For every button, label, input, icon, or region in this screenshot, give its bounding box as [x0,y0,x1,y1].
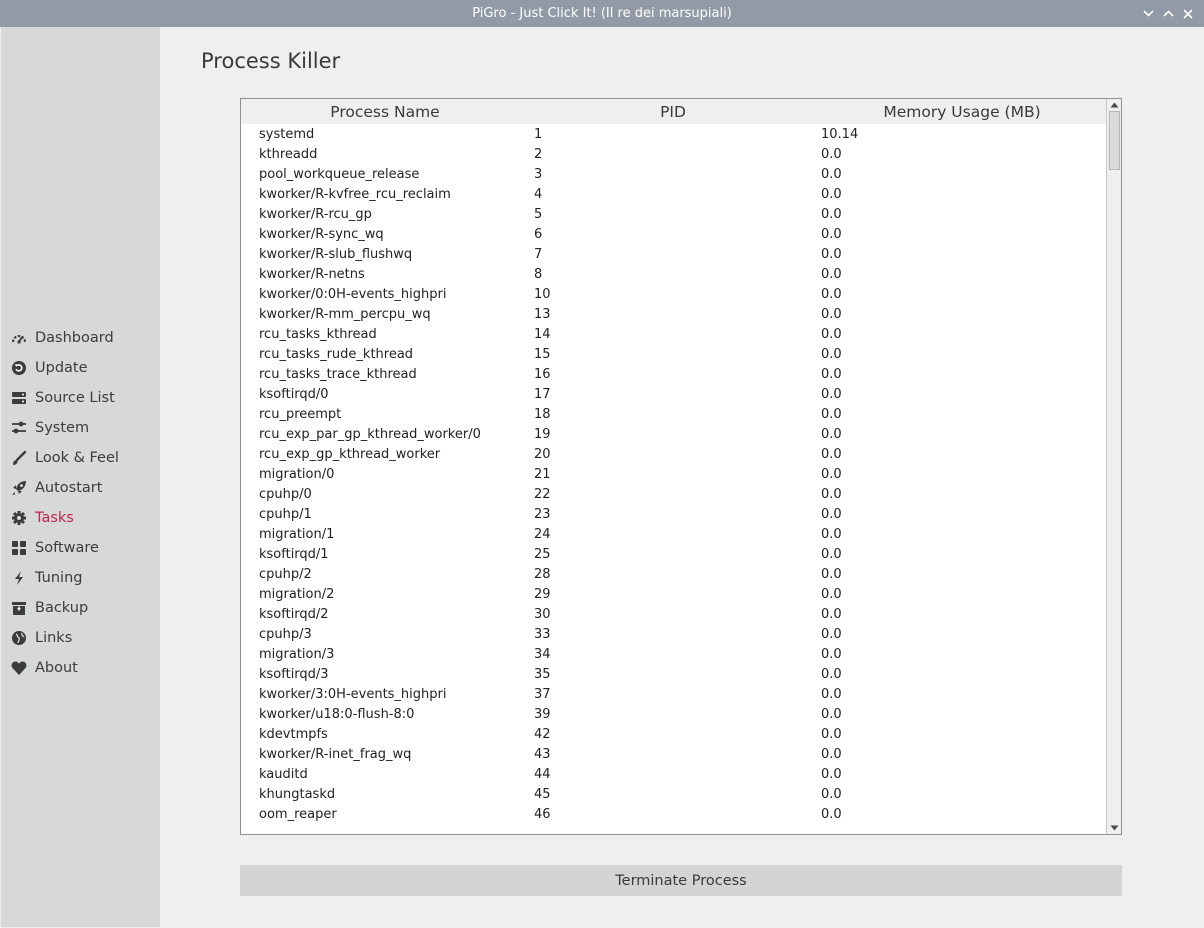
memory-cell: 0.0 [821,226,842,242]
table-row[interactable] [241,124,1107,144]
page-title: Process Killer [201,49,341,73]
sidebar [1,27,160,927]
pid-cell: 43 [534,746,551,762]
sidebar-item-about[interactable] [1,653,160,683]
table-row[interactable] [241,224,1107,244]
pid-cell: 2 [534,146,543,162]
sidebar-item-label: Update [35,360,88,376]
pid-cell: 17 [534,386,551,402]
memory-cell: 0.0 [821,186,842,202]
process-name-cell: kworker/R-mm_percpu_wq [259,306,431,322]
archive-icon [11,600,27,616]
pid-cell: 4 [534,186,543,202]
memory-cell: 0.0 [821,526,842,542]
scrollbar-thumb[interactable] [1109,111,1120,170]
pid-cell: 22 [534,486,551,502]
table-row[interactable] [241,424,1107,444]
pid-cell: 19 [534,426,551,442]
table-row[interactable] [241,784,1107,804]
process-name-cell: rcu_tasks_trace_kthread [259,366,417,382]
sidebar-nav [1,323,160,683]
sidebar-item-backup[interactable] [1,593,160,623]
sidebar-item-label: Tuning [35,570,83,586]
pid-cell: 42 [534,726,551,742]
pid-cell: 29 [534,586,551,602]
table-row[interactable] [241,144,1107,164]
memory-cell: 0.0 [821,686,842,702]
memory-cell: 0.0 [821,426,842,442]
process-table[interactable] [240,98,1122,835]
pid-cell: 45 [534,786,551,802]
process-name-cell: migration/2 [259,586,335,602]
pid-cell: 1 [534,126,543,142]
memory-cell: 0.0 [821,466,842,482]
process-name-cell: systemd [259,126,315,142]
table-row[interactable] [241,384,1107,404]
column-header-memory[interactable]: Memory Usage (MB) [883,102,1041,121]
table-row[interactable] [241,164,1107,184]
table-row[interactable] [241,464,1107,484]
table-row[interactable] [241,804,1107,824]
table-row[interactable] [241,764,1107,784]
memory-cell: 0.0 [821,326,842,342]
table-header [241,99,1107,124]
minimize-icon[interactable] [1142,8,1154,20]
process-name-cell: kdevtmpfs [259,726,328,742]
window-controls [1142,0,1194,27]
process-name-cell: ksoftirqd/1 [259,546,329,562]
process-name-cell: cpuhp/1 [259,506,312,522]
pid-cell: 5 [534,206,543,222]
process-name-cell: rcu_exp_gp_kthread_worker [259,446,441,462]
process-name-cell: pool_workqueue_release [259,166,420,182]
scroll-down-icon[interactable] [1109,823,1120,833]
rocket-icon [11,480,27,496]
table-row[interactable] [241,484,1107,504]
sidebar-item-label: Dashboard [35,330,114,346]
table-row[interactable] [241,524,1107,544]
pid-cell: 21 [534,466,551,482]
process-name-cell: migration/3 [259,646,335,662]
sidebar-item-source-list[interactable] [1,383,160,413]
sidebar-item-label: Look & Feel [35,450,119,466]
process-name-cell: kworker/R-kvfree_rcu_reclaim [259,186,451,202]
memory-cell: 0.0 [821,366,842,382]
table-row[interactable] [241,304,1107,324]
sidebar-item-label: Autostart [35,480,103,496]
sliders-icon [11,420,27,436]
memory-cell: 0.0 [821,746,842,762]
table-row[interactable] [241,444,1107,464]
pid-cell: 6 [534,226,543,242]
process-name-cell: kthreadd [259,146,318,162]
process-name-cell: kworker/R-rcu_gp [259,206,372,222]
pid-cell: 7 [534,246,543,262]
memory-cell: 0.0 [821,706,842,722]
pid-cell: 34 [534,646,551,662]
sidebar-item-look-feel[interactable] [1,443,160,473]
process-name-cell: kworker/R-inet_frag_wq [259,746,412,762]
gear-icon [11,510,27,526]
table-row[interactable] [241,184,1107,204]
column-header-pid[interactable]: PID [660,102,686,121]
process-name-cell: rcu_tasks_kthread [259,326,377,342]
memory-cell: 0.0 [821,346,842,362]
brush-icon [11,450,27,466]
process-name-cell: oom_reaper [259,806,337,822]
memory-cell: 0.0 [821,266,842,282]
memory-cell: 0.0 [821,666,842,682]
table-row[interactable] [241,644,1107,664]
table-row[interactable] [241,344,1107,364]
dashboard-icon [11,330,27,346]
table-row[interactable] [241,664,1107,684]
table-row[interactable] [241,264,1107,284]
terminate-process-button[interactable]: Terminate Process [240,865,1122,896]
sidebar-item-update[interactable] [1,353,160,383]
table-row[interactable] [241,404,1107,424]
memory-cell: 0.0 [821,806,842,822]
window-title: PiGro - Just Click It! (Il re dei marsupiali) [472,6,732,21]
memory-cell: 0.0 [821,606,842,622]
pid-cell: 8 [534,266,543,282]
pid-cell: 18 [534,406,551,422]
sidebar-item-label: System [35,420,90,436]
process-name-cell: cpuhp/3 [259,626,312,642]
memory-cell: 0.0 [821,286,842,302]
heart-icon [11,660,27,676]
table-row[interactable] [241,704,1107,724]
table-row[interactable] [241,364,1107,384]
memory-cell: 0.0 [821,306,842,322]
globe-icon [11,630,27,646]
memory-cell: 10.14 [821,126,859,142]
vertical-scrollbar[interactable] [1106,99,1121,834]
pid-cell: 44 [534,766,551,782]
memory-cell: 0.0 [821,446,842,462]
process-name-cell: kworker/0:0H-events_highpri [259,286,447,302]
sidebar-item-label: Backup [35,600,89,616]
table-row[interactable] [241,604,1107,624]
table-row[interactable] [241,624,1107,644]
bolt-icon [11,570,27,586]
process-name-cell: kworker/R-sync_wq [259,226,384,242]
memory-cell: 0.0 [821,486,842,502]
memory-cell: 0.0 [821,166,842,182]
table-row[interactable] [241,724,1107,744]
memory-cell: 0.0 [821,786,842,802]
process-name-cell: ksoftirqd/2 [259,606,329,622]
process-name-cell: kworker/R-slub_flushwq [259,246,413,262]
sidebar-item-label: Source List [35,390,115,406]
table-row[interactable] [241,204,1107,224]
memory-cell: 0.0 [821,206,842,222]
pid-cell: 39 [534,706,551,722]
memory-cell: 0.0 [821,146,842,162]
memory-cell: 0.0 [821,406,842,422]
process-name-cell: kworker/R-netns [259,266,365,282]
apps-icon [11,540,27,556]
process-name-cell: khungtaskd [259,786,336,802]
table-body [241,124,1107,824]
sidebar-item-software[interactable] [1,533,160,563]
table-row[interactable] [241,684,1107,704]
window-titlebar [0,0,1204,27]
pid-cell: 33 [534,626,551,642]
process-name-cell: ksoftirqd/0 [259,386,329,402]
memory-cell: 0.0 [821,246,842,262]
memory-cell: 0.0 [821,506,842,522]
sidebar-item-links[interactable] [1,623,160,653]
sidebar-item-label: About [35,660,78,676]
table-row[interactable] [241,284,1107,304]
table-row[interactable] [241,744,1107,764]
process-name-cell: cpuhp/2 [259,566,312,582]
process-name-cell: migration/1 [259,526,335,542]
pid-cell: 37 [534,686,551,702]
table-row[interactable] [241,564,1107,584]
pid-cell: 10 [534,286,551,302]
pid-cell: 25 [534,546,551,562]
pid-cell: 24 [534,526,551,542]
memory-cell: 0.0 [821,726,842,742]
pid-cell: 13 [534,306,551,322]
sidebar-item-label: Software [35,540,99,556]
memory-cell: 0.0 [821,766,842,782]
pid-cell: 16 [534,366,551,382]
memory-cell: 0.0 [821,646,842,662]
source-list-icon [11,390,27,406]
process-name-cell: migration/0 [259,466,335,482]
scroll-up-icon[interactable] [1109,100,1120,110]
table-row[interactable] [241,324,1107,344]
column-header-process-name[interactable]: Process Name [330,102,440,121]
memory-cell: 0.0 [821,546,842,562]
memory-cell: 0.0 [821,626,842,642]
pid-cell: 14 [534,326,551,342]
process-name-cell: rcu_tasks_rude_kthread [259,346,414,362]
pid-cell: 35 [534,666,551,682]
table-row[interactable] [241,244,1107,264]
process-name-cell: ksoftirqd/3 [259,666,329,682]
sidebar-item-autostart[interactable] [1,473,160,503]
pid-cell: 30 [534,606,551,622]
table-row[interactable] [241,544,1107,564]
sidebar-item-tuning[interactable] [1,563,160,593]
pid-cell: 3 [534,166,543,182]
sidebar-item-label: Tasks [35,510,74,526]
table-row[interactable] [241,504,1107,524]
pid-cell: 15 [534,346,551,362]
memory-cell: 0.0 [821,586,842,602]
sidebar-item-system[interactable] [1,413,160,443]
process-name-cell: rcu_exp_par_gp_kthread_worker/0 [259,426,481,442]
sidebar-item-tasks[interactable] [1,503,160,533]
main-content [160,27,1203,927]
maximize-icon[interactable] [1162,8,1174,20]
process-name-cell: kworker/3:0H-events_highpri [259,686,447,702]
process-name-cell: kworker/u18:0-flush-8:0 [259,706,415,722]
pid-cell: 23 [534,506,551,522]
pid-cell: 28 [534,566,551,582]
pid-cell: 46 [534,806,551,822]
sidebar-item-label: Links [35,630,73,646]
update-icon [11,360,27,376]
process-name-cell: rcu_preempt [259,406,342,422]
process-name-cell: kauditd [259,766,308,782]
table-row[interactable] [241,584,1107,604]
process-name-cell: cpuhp/0 [259,486,312,502]
sidebar-item-dashboard[interactable] [1,323,160,353]
pid-cell: 20 [534,446,551,462]
close-icon[interactable] [1182,8,1194,20]
memory-cell: 0.0 [821,566,842,582]
memory-cell: 0.0 [821,386,842,402]
